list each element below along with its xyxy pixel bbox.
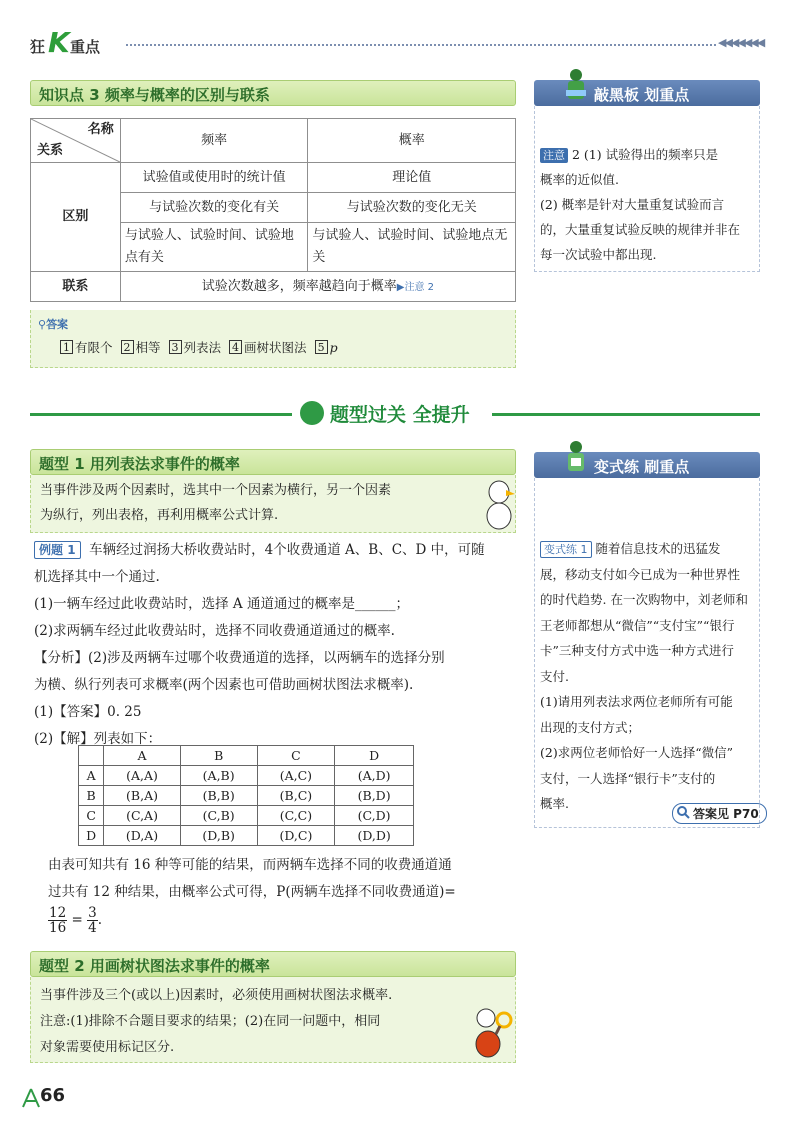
- practice-tag: [540, 541, 592, 558]
- answer-num: 2: [121, 340, 134, 354]
- conclusion-text: 由表可知共有 16 种等可能的结果，而两辆车选择不同的收费通道通: [48, 857, 452, 873]
- outcome-cell: B: [79, 786, 104, 806]
- example-text: (1)一辆车经过此收费站时，选择 A 通道通过的概率是______；: [34, 596, 409, 612]
- practice-line: 支付，一人选择“银行卡”支付的: [540, 770, 716, 786]
- answer-num: 3: [169, 340, 182, 354]
- outcome-cell: (B,B): [180, 786, 257, 806]
- outcome-cell: D: [79, 826, 104, 846]
- practice-line: 王老师都想从“微信”“支付宝”“银行: [540, 617, 735, 633]
- heading-rule-left: [30, 413, 292, 416]
- example-line-1: [34, 537, 520, 564]
- key-icon: ⚲: [38, 318, 47, 331]
- example-text: 为横、纵行列表可求概率(两个因素也可借助画树状图法求概率).: [34, 677, 414, 693]
- answer-reference-label: 答案见 P70: [693, 807, 759, 821]
- outcome-cell: (A,C): [257, 766, 335, 786]
- fraction: [87, 906, 98, 935]
- answer-text: 列表法: [183, 340, 222, 355]
- knowledge-title: 知识点 3 频率与概率的区别与联系: [39, 86, 270, 104]
- note-ref: ▶注意 2: [396, 281, 435, 293]
- outcome-table: [78, 745, 414, 846]
- fraction: [48, 906, 67, 935]
- side-tab-label: 敲黑板 划重点: [594, 86, 690, 104]
- practice-line: 出现的支付方式；: [540, 719, 641, 735]
- answer-text: 有限个: [75, 340, 113, 355]
- teacher-icon: [564, 68, 588, 104]
- note-number: 2: [571, 147, 580, 162]
- header-dotted-line: [126, 44, 716, 46]
- numerator: 3: [88, 905, 97, 921]
- knowledge-bar: [30, 80, 516, 106]
- answer-item: [60, 338, 113, 356]
- result-fraction: [48, 906, 102, 935]
- outcome-cell: (C,A): [104, 806, 180, 826]
- note-text: 概率的近似值.: [540, 172, 619, 187]
- outcome-cell: A: [79, 766, 104, 786]
- practice-line: 随着信息技术的迅猛发: [595, 541, 721, 556]
- outcome-cell: (B,A): [104, 786, 180, 806]
- practice-line: 展，移动支付如今已成为一种世界性: [540, 566, 741, 582]
- detective-mascot-icon: [470, 1004, 514, 1060]
- outcome-cell: (B,D): [335, 786, 414, 806]
- practice-tag-label: 变式练: [544, 543, 577, 556]
- outcome-header: A: [104, 746, 180, 766]
- conclusion-text: 过共有 12 种结果，由概率公式可得，P(两辆车选择不同收费通道)=: [48, 884, 456, 900]
- outcome-cell: (C,C): [257, 806, 335, 826]
- heading-rule-right: [492, 413, 760, 416]
- link-text: 试验次数越多，频率越趋向于概率: [201, 278, 397, 294]
- outcome-cell: (C,D): [335, 806, 414, 826]
- outcome-header: [79, 746, 104, 766]
- practice-line: 的时代趋势. 在一次购物中，刘老师和: [540, 592, 748, 607]
- tip-line: 注意:(1)排除不合题目要求的结果；(2)在同一问题中，相同: [40, 1014, 381, 1029]
- tip-line: 对象需要使用标记区分.: [40, 1040, 175, 1055]
- example-text: (2)【解】列表如下：: [34, 731, 162, 747]
- outcome-cell: (A,D): [335, 766, 414, 786]
- outcome-cell: (B,C): [257, 786, 335, 806]
- table-cell: 试验值或使用时的统计值: [120, 163, 308, 193]
- answer-item: [315, 338, 338, 356]
- example-tag-label: 例题: [39, 543, 64, 557]
- practice-line: 概率.: [540, 796, 569, 811]
- mascot-icon: [482, 478, 516, 530]
- example-text: (1)【答案】0. 25: [34, 704, 142, 720]
- practice-line: 卡”三种支付方式中选一种方式进行: [540, 643, 734, 658]
- logo-k: K: [48, 26, 70, 59]
- example-num: 1: [67, 543, 76, 557]
- answer-reference[interactable]: [672, 803, 767, 824]
- note-text: 每一次试验中都出现.: [540, 247, 657, 262]
- brand-logo: [30, 26, 125, 59]
- answer-list: [60, 338, 338, 356]
- answer-tag: [38, 316, 68, 332]
- type1-bar: [30, 449, 516, 475]
- student-icon: [564, 440, 588, 476]
- answer-item: [121, 338, 161, 356]
- conclusion-block: [48, 852, 518, 906]
- table-cell: 与试验人、试验时间、试验地点无关: [308, 223, 516, 272]
- corner-bottom: 关系: [37, 143, 64, 158]
- type1-title: 题型 1 用列表法求事件的概率: [39, 455, 240, 473]
- outcome-cell: (A,B): [180, 766, 257, 786]
- link-label: 联系: [31, 272, 121, 302]
- answer-text: p: [329, 339, 338, 355]
- header-arrows: ◀◀◀◀◀◀◀: [718, 36, 764, 49]
- example-block: [34, 537, 520, 753]
- type1-tip: [40, 478, 480, 528]
- compass-icon: [20, 1087, 42, 1109]
- denominator: 4: [88, 920, 97, 936]
- outcome-cell: (C,B): [180, 806, 257, 826]
- outcome-cell: (D,B): [180, 826, 257, 846]
- outcome-cell: (D,D): [335, 826, 414, 846]
- answer-text: 画树状图法: [244, 340, 307, 355]
- logo-text: 重点: [70, 38, 101, 56]
- note-line-1: [540, 142, 756, 167]
- outcome-header: C: [257, 746, 335, 766]
- example-text: 【分析】(2)涉及两辆车过哪个收费通道的选择，以两辆车的选择分别: [34, 650, 445, 666]
- corner-top: 名称: [87, 122, 114, 137]
- link-cell: [120, 272, 515, 302]
- note-text: (1) 试验得出的频率只是: [583, 147, 719, 162]
- practice-line-1: [540, 536, 756, 562]
- badge-icon: [300, 401, 324, 425]
- practice-text: [540, 536, 756, 817]
- tip-line: 当事件涉及两个因素时，选其中一个因素为横行，另一个因素: [40, 483, 392, 498]
- col-header-frequency: 频率: [120, 119, 308, 163]
- table-cell: 与试验次数的变化无关: [308, 193, 516, 223]
- answer-item: [229, 338, 307, 356]
- outcome-cell: (D,A): [104, 826, 180, 846]
- practice-line: 支付.: [540, 668, 569, 684]
- knowledge-table: [30, 118, 516, 302]
- logo-char: 狂: [30, 38, 46, 56]
- section-heading: [30, 400, 760, 426]
- practice-tag-num: 1: [580, 543, 588, 556]
- table-cell: 与试验人、试验时间、试验地点有关: [120, 223, 308, 272]
- outcome-header: B: [180, 746, 257, 766]
- equals-sign: =: [71, 912, 83, 928]
- side-tab-label: 变式练 刷重点: [594, 458, 690, 476]
- page-number-text: 66: [40, 1085, 66, 1106]
- practice-line: (1)请用列表法求两位老师所有可能: [540, 694, 733, 709]
- diff-label: 区别: [31, 163, 121, 272]
- answer-num: 5: [315, 340, 328, 354]
- type2-title: 题型 2 用画树状图法求事件的概率: [39, 957, 270, 975]
- table-cell: 与试验次数的变化有关: [120, 193, 308, 223]
- side-tab-blackboard: [534, 80, 760, 106]
- type2-tip: [40, 983, 480, 1061]
- note-text: 的，大量重复试验反映的规律并非在: [540, 222, 741, 237]
- answer-item: [169, 338, 222, 356]
- outcome-cell: (D,C): [257, 826, 335, 846]
- example-text: 机选择其中一个通过.: [34, 569, 160, 585]
- example-tag: [34, 541, 81, 559]
- outcome-cell: C: [79, 806, 104, 826]
- example-text: 车辆经过润扬大桥收费站时，4个收费通道 A、B、C、D 中，可随: [89, 542, 485, 558]
- tip-line: 为纵行，列出表格，再利用概率公式计算.: [40, 508, 279, 523]
- numerator: 12: [49, 905, 67, 921]
- col-header-probability: 概率: [308, 119, 516, 163]
- table-cell: 理论值: [308, 163, 516, 193]
- answer-num: 1: [60, 340, 73, 354]
- page-number: [20, 1083, 75, 1111]
- section-title: 题型过关 全提升: [330, 404, 470, 426]
- type2-bar: [30, 951, 516, 977]
- note-tag: 注意: [540, 148, 568, 163]
- answer-text: 相等: [135, 340, 161, 355]
- example-text: (2)求两辆车经过此收费站时，选择不同收费通道通过的概率.: [34, 623, 395, 639]
- period: .: [97, 912, 102, 928]
- outcome-header: D: [335, 746, 414, 766]
- answer-tag-label: 答案: [46, 318, 69, 331]
- note-text: (2) 概率是针对大量重复试验而言: [540, 197, 725, 212]
- side-note: [540, 142, 756, 267]
- answer-num: 4: [229, 340, 242, 354]
- denominator: 16: [49, 920, 67, 936]
- side-tab-practice: [534, 452, 760, 478]
- table-corner: [31, 119, 121, 163]
- practice-line: (2)求两位老师恰好一人选择“微信”: [540, 745, 733, 760]
- tip-line: 当事件涉及三个(或以上)因素时，必须使用画树状图法求概率.: [40, 988, 393, 1003]
- outcome-cell: (A,A): [104, 766, 180, 786]
- key-icon: [677, 806, 690, 819]
